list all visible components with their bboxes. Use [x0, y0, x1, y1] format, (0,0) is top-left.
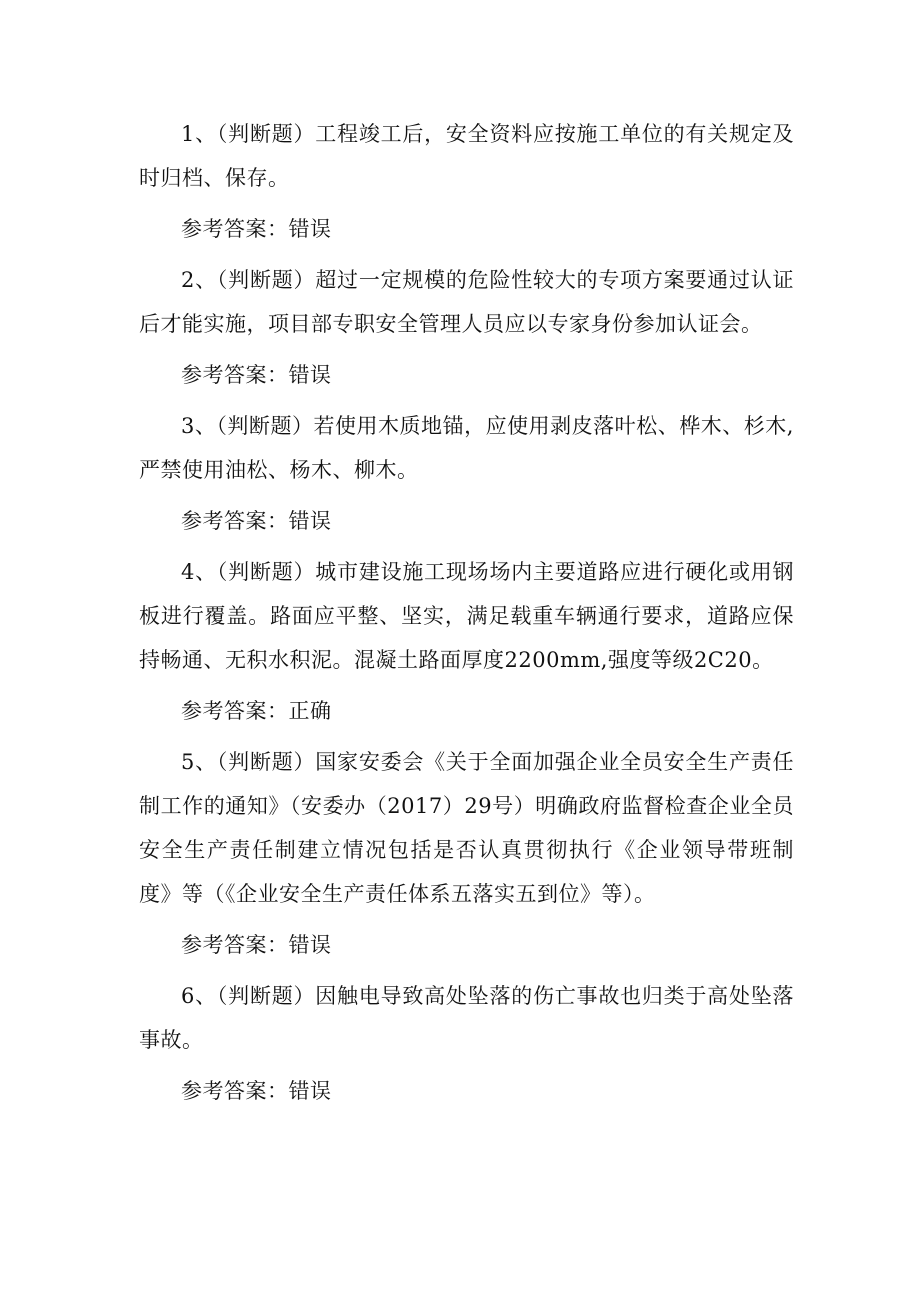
question-text: 3、（判断题）若使用木质地锚，应使用剥皮落叶松、桦木、杉木,严禁使用油松、杨木、柳木。	[139, 414, 794, 482]
question-text: 1、（判断题）工程竣工后，安全资料应按施工单位的有关规定及时归档、保存。	[139, 122, 794, 190]
question-text: 4、（判断题）城市建设施工现场场内主要道路应进行硬化或用钢板进行覆盖。路面应平整、坚实，满足载重车辆通行要求，道路应保持畅通、无积水积泥。混凝土路面厚度2200mm,强度等级2C20。	[139, 560, 794, 672]
question-item-2	[139, 258, 794, 397]
question-text: 6、（判断题）因触电导致高处坠落的伤亡事故也归类于高处坠落事故。	[139, 984, 794, 1052]
reference-answer: 参考答案：正确	[181, 699, 332, 723]
question-item-3	[139, 404, 794, 543]
question-item-6	[139, 974, 794, 1113]
question-item-4	[139, 550, 794, 733]
question-text: 2、（判断题）超过一定规模的危险性较大的专项方案要通过认证后才能实施，项目部专职安全管理人员应以专家身份参加认证会。	[139, 268, 794, 336]
question-item-5	[139, 740, 794, 967]
question-text: 5、（判断题）国家安委会《关于全面加强企业全员安全生产责任制工作的通知》（安委办（2017）29号）明确政府监督检查企业全员安全生产责任制建立情况包括是否认真贯彻执行《企业领导带班制度》等（《企业安全生产责任体系五落实五到位》等）。	[139, 750, 794, 906]
question-item-1	[139, 112, 794, 251]
reference-answer: 参考答案：错误	[181, 509, 332, 533]
reference-answer: 参考答案：错误	[181, 363, 332, 387]
question-list	[139, 112, 794, 1120]
reference-answer: 参考答案：错误	[181, 933, 332, 957]
reference-answer: 参考答案：错误	[181, 1079, 332, 1103]
reference-answer: 参考答案：错误	[181, 217, 332, 241]
